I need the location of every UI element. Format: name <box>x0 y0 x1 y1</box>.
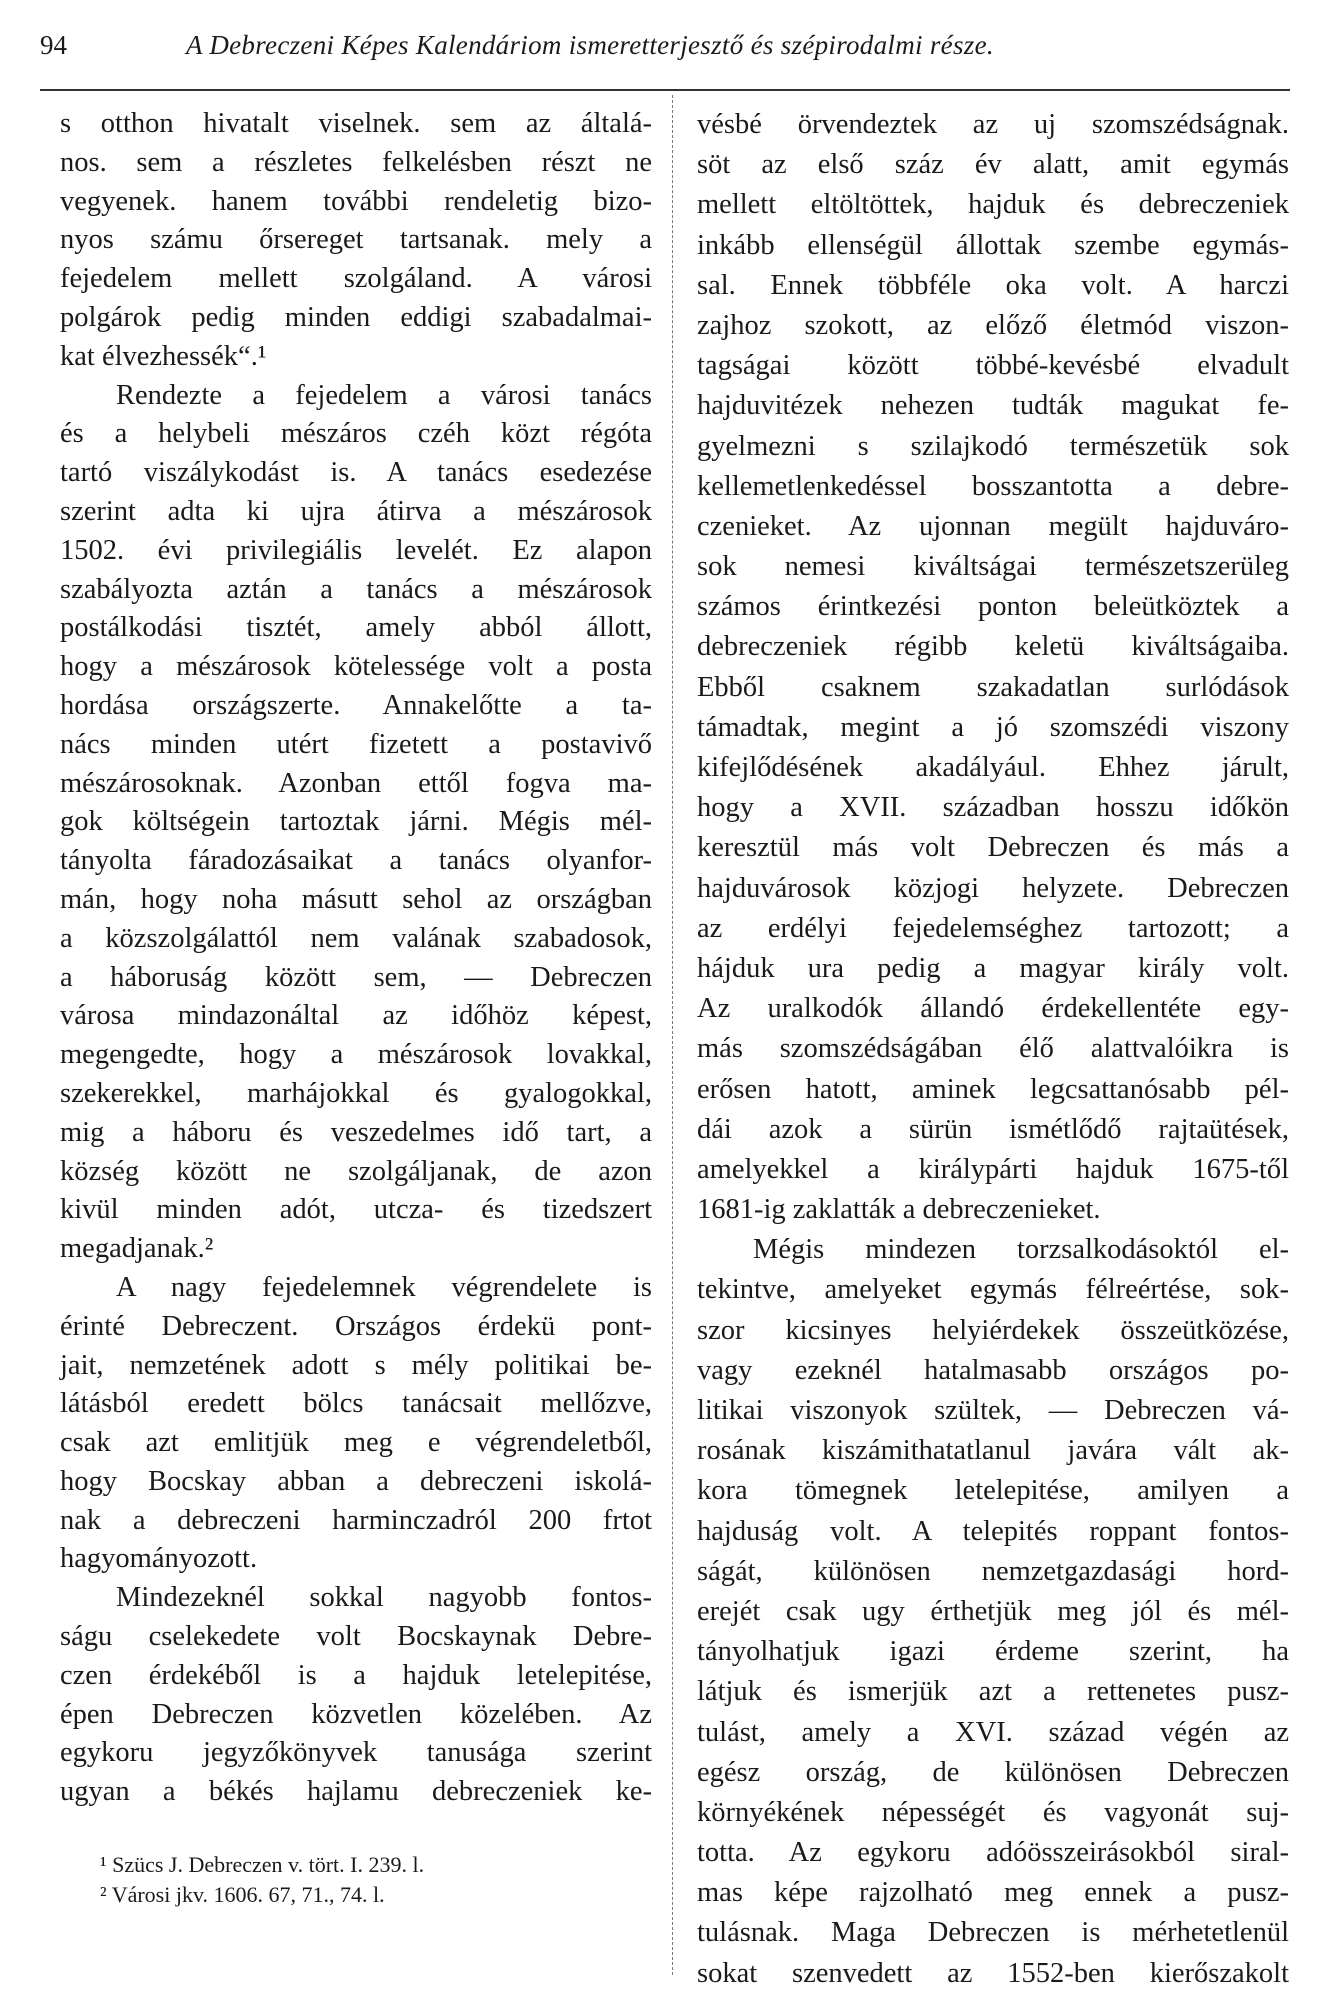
text-line: érinté Debreczent. Országos érdekü pont- <box>60 1310 652 1342</box>
text-line: söt az első száz év alatt, amit egymás <box>697 149 1289 181</box>
text-line: a közszolgálattól nem valának szabadosok, <box>60 922 652 954</box>
paragraph <box>60 1579 652 1812</box>
text-line: Mégis mindezen torzsalkodásoktól el- <box>753 1234 1289 1266</box>
right-column <box>697 105 1289 1994</box>
text-line: hájduk ura pedig a magyar király volt. <box>697 952 1289 984</box>
text-line: A nagy fejedelemnek végrendelete is <box>116 1271 652 1303</box>
text-line: vésbé örvendeztek az uj szomszédságnak. <box>697 109 1289 140</box>
text-line: hordása országszerte. Annakelőtte a ta- <box>60 689 652 721</box>
text-line: rosának kiszámithatatlanul javára vált ak- <box>697 1435 1289 1467</box>
text-line: erejét csak ugy érthetjük meg jól és mél- <box>697 1595 1289 1627</box>
footnote-1: ¹ Szücs J. Debreczen v. tört. I. 239. l. <box>100 1852 425 1877</box>
text-line: csak azt emlitjük meg e végrendeletből, <box>60 1427 652 1459</box>
text-line: litikai viszonyok szültek, — Debreczen vá- <box>697 1395 1289 1426</box>
text-line: czenieket. Az ujonnan megült hajduváro- <box>697 510 1289 542</box>
text-line: más szomszédságában élő alattvalóikra is <box>697 1033 1289 1065</box>
text-line: totta. Az egykoru adóösszeirásokból siral- <box>697 1837 1289 1869</box>
text-line: zajhoz szokott, az előző életmód viszon- <box>697 309 1289 341</box>
text-line: sokat szenvedett az 1552-ben kierőszakolt <box>697 1957 1289 1989</box>
text-line: inkább ellenségül állottak szembe egymás- <box>697 229 1289 261</box>
text-line: ságát, különösen nemzetgazdasági hord- <box>697 1555 1289 1587</box>
paragraph <box>697 105 1289 1230</box>
page-number: 94 <box>40 30 67 60</box>
text-line: hogy a mészárosok kötelessége volt a posta <box>60 651 652 683</box>
paragraph <box>60 377 652 1269</box>
text-line: vegyenek. hanem további rendeletig bizo- <box>60 185 652 217</box>
text-line: keresztül más volt Debreczen és más a <box>697 832 1289 864</box>
text-line: gyelmezni s szilajkodó természetük sok <box>697 430 1289 462</box>
text-line: Rendezte a fejedelem a városi tanács <box>116 379 652 411</box>
text-line: tányolhatjuk igazi érdeme szerint, ha <box>697 1636 1289 1668</box>
text-line: nács minden utért fizetett a postavivő <box>60 728 652 760</box>
text-line: városa mindazonáltal az időhöz képest, <box>60 1000 652 1032</box>
text-line: czen érdekéből is a hajduk letelepitése, <box>60 1659 652 1691</box>
text-line: kifejlődésének akadályául. Ehhez járult, <box>697 752 1289 783</box>
text-line: gok költségein tartoztak járni. Mégis mél- <box>60 806 652 838</box>
text-line: ságu cselekedete volt Bocskaynak Debre- <box>60 1621 652 1653</box>
text-line: megadjanak.² <box>60 1233 214 1265</box>
text-line: mig a háboru és veszedelmes idő tart, a <box>60 1116 652 1148</box>
text-line: Mindezeknél sokkal nagyobb fontos- <box>116 1582 652 1614</box>
text-line: hogy Bocskay abban a debreczeni iskolá- <box>60 1465 652 1497</box>
text-line: s otthon hivatalt viselnek. sem az általá- <box>60 108 652 139</box>
text-line: nos. sem a részletes felkelésben részt ne <box>60 146 652 178</box>
text-line: kivül minden adót, utcza- és tizedszert <box>60 1194 652 1226</box>
text-line: mas képe rajzolható meg ennek a pusz- <box>697 1877 1289 1909</box>
text-line: kat élvezhessék“.¹ <box>60 340 267 372</box>
text-line: épen Debreczen közvetlen közelében. Az <box>60 1698 652 1730</box>
text-line: szor kicsinyes helyiérdekek összeütközése, <box>697 1314 1289 1346</box>
text-line: ugyan a békés hajlamu debreczeniek ke- <box>60 1776 652 1808</box>
text-line: dái azok a sürün ismétlődő rajtaütések, <box>697 1113 1289 1145</box>
text-line: az erdélyi fejedelemséghez tartozott; a <box>697 912 1289 944</box>
text-line: tulást, amely a XVI. század végén az <box>697 1716 1289 1748</box>
text-line: kora tömegnek letelepitése, amilyen a <box>697 1475 1289 1507</box>
footnote-2: ² Városi jkv. 1606. 67, 71., 74. l. <box>100 1882 385 1907</box>
text-line: postálkodási tisztét, amely abból állott, <box>60 612 652 644</box>
text-line: mán, hogy noha másutt sehol az országban <box>60 883 652 915</box>
text-line: 1502. évi privilegiális levelét. Ez alapon <box>60 534 652 566</box>
text-line: a háboruság között sem, — Debreczen <box>60 961 652 993</box>
text-line: jait, nemzetének adott s mély politikai be- <box>60 1349 652 1381</box>
text-line: környékének népességét és vagyonát suj- <box>697 1796 1289 1828</box>
text-line: támadtak, megint a jó szomszédi viszony <box>697 711 1289 743</box>
text-line: sok nemesi kiváltságai természetszerüleg <box>697 551 1289 583</box>
text-line: sal. Ennek többféle oka volt. A harczi <box>697 269 1289 301</box>
text-line: és a helybeli mészáros czéh közt régóta <box>60 418 652 450</box>
text-line: hajduvárosok közjogi helyzete. Debreczen <box>697 872 1289 904</box>
text-line: 1681-ig zaklatták a debreczenieket. <box>697 1194 1101 1226</box>
text-line: egész ország, de különösen Debreczen <box>697 1756 1289 1788</box>
paragraph <box>697 1230 1289 1994</box>
text-line: község között ne szolgáljanak, de azon <box>60 1155 652 1187</box>
text-line: debreczeniek régibb keletü kiváltságaiba. <box>697 631 1289 663</box>
text-line: mellett eltöltöttek, hajduk és debreczeniek <box>697 189 1289 221</box>
text-line: tekintve, amelyeket egymás félreértése, sok- <box>697 1274 1289 1306</box>
paragraph <box>60 105 652 377</box>
text-line: megengedte, hogy a mészárosok lovakkal, <box>60 1039 652 1071</box>
running-title: A Debreczeni Képes Kalendáriom ismeretterjesztő és szépirodalmi része. <box>186 30 994 60</box>
text-line: hajduság volt. A telepités roppant fontos- <box>697 1515 1289 1547</box>
text-line: hagyományozott. <box>60 1543 258 1575</box>
text-line: kellemetlenkedéssel bosszantotta a debre- <box>697 470 1289 502</box>
text-line: hogy a XVII. században hosszu időkön <box>697 792 1289 824</box>
text-line: nak a debreczeni harminczadról 200 frtot <box>60 1504 652 1536</box>
text-line: hajduvitézek nehezen tudták magukat fe- <box>697 390 1289 422</box>
text-line: Ebből csaknem szakadatlan surlódások <box>697 671 1289 703</box>
text-line: mészárosoknak. Azonban ettől fogva ma- <box>60 767 652 799</box>
text-line: vagy ezeknél hatalmasabb országos po- <box>697 1354 1289 1386</box>
text-line: tagságai között többé-kevésbé elvadult <box>697 350 1289 382</box>
text-line: szerint adta ki ujra átirva a mészárosok <box>60 495 652 527</box>
text-line: nyos számu őrsereget tartsanak. mely a <box>60 224 652 256</box>
text-line: fejedelem mellett szolgáland. A városi <box>60 263 652 295</box>
column-divider <box>672 95 673 1975</box>
text-line: amelyekkel a királypárti hajduk 1675-től <box>697 1153 1289 1185</box>
text-line: szekerekkel, marhájokkal és gyalogokkal, <box>60 1077 652 1109</box>
text-line: tartó viszálykodást is. A tanács esedezése <box>60 457 652 489</box>
text-line: számos érintkezési ponton beleütköztek a <box>697 591 1289 623</box>
text-line: látjuk és ismerjük azt a rettenetes pusz- <box>697 1676 1289 1708</box>
header-rule <box>40 89 1290 91</box>
text-line: tulásnak. Maga Debreczen is mérhetetlenül <box>697 1917 1289 1949</box>
text-line: erősen hatott, aminek legcsattanósabb pél- <box>697 1073 1289 1105</box>
footnotes <box>100 1850 424 1910</box>
text-line: látásból eredett bölcs tanácsait mellőzve, <box>60 1388 652 1420</box>
paragraph <box>60 1269 652 1579</box>
text-line: szabályozta aztán a tanács a mészárosok <box>60 573 652 605</box>
text-line: Az uralkodók állandó érdekellentéte egy- <box>697 993 1289 1025</box>
text-line: polgárok pedig minden eddigi szabadalmai- <box>60 301 652 333</box>
left-column <box>60 105 652 1812</box>
text-line: tányolta fáradozásaikat a tanács olyanfor- <box>60 845 652 877</box>
text-line: egykoru jegyzőkönyvek tanusága szerint <box>60 1737 652 1769</box>
